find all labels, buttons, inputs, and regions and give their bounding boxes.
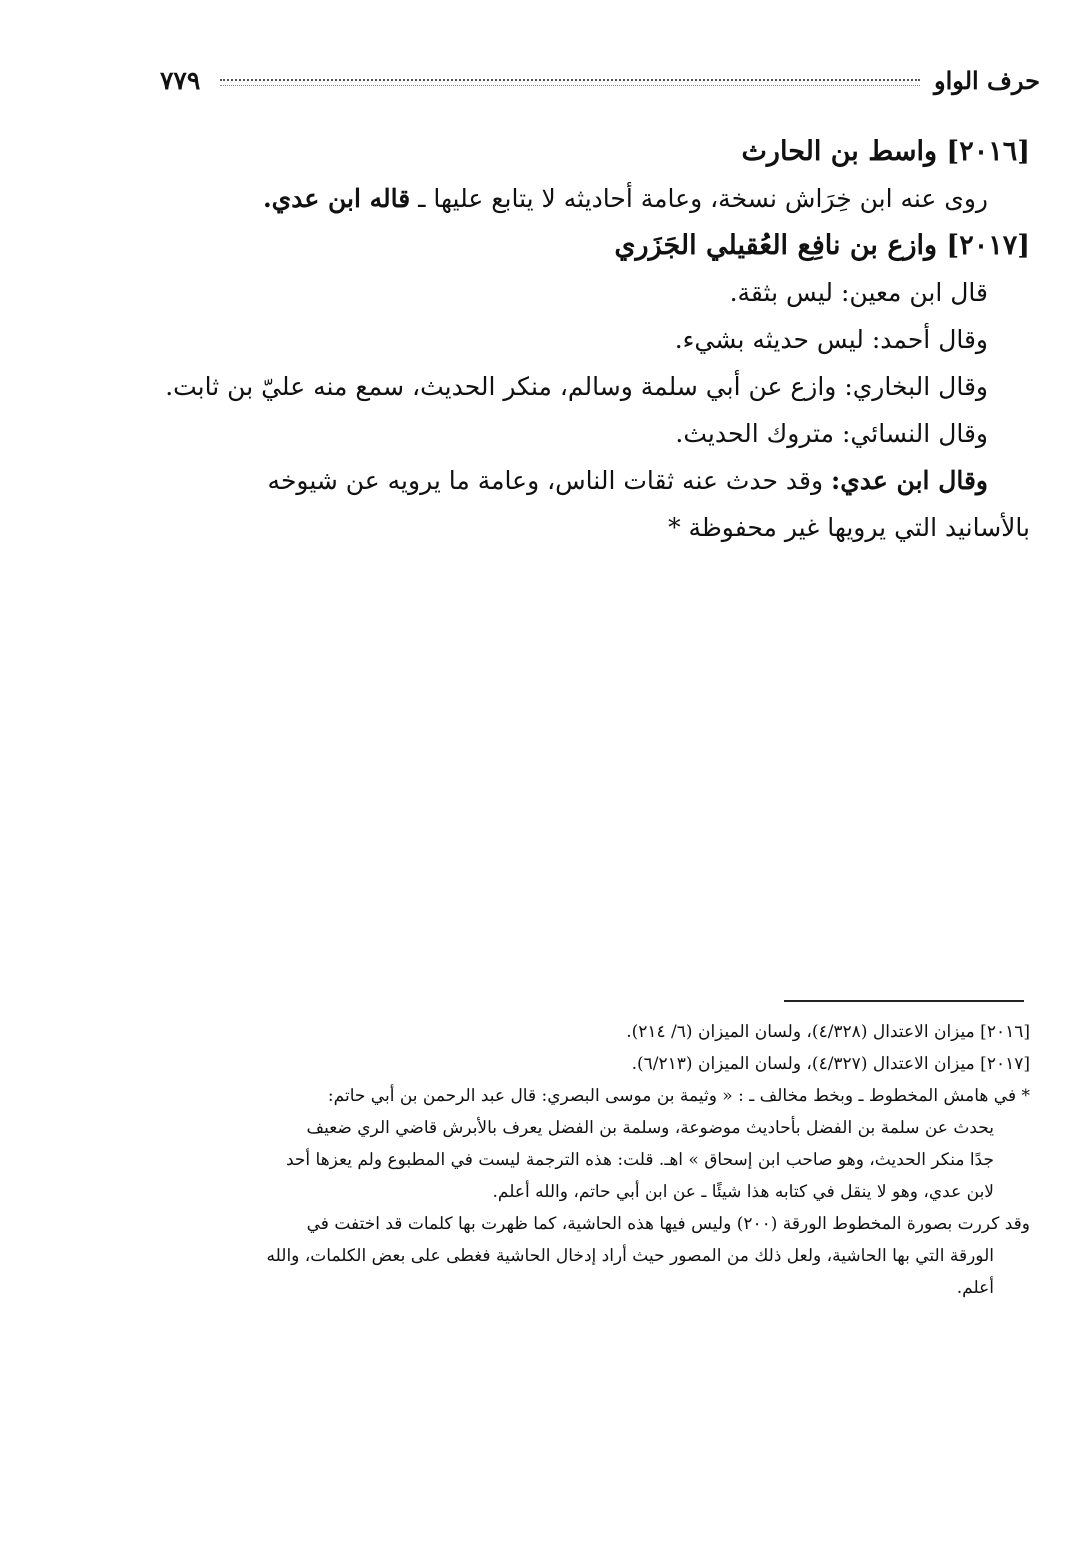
chapter-title: حرف الواو bbox=[934, 65, 1040, 95]
footnote-line: الورقة التي بها الحاشية، ولعل ذلك من المصور حيث أراد إدخال الحاشية فغطى على بعض الكلمات، والله bbox=[266, 1246, 994, 1266]
footnotes bbox=[140, 1016, 1030, 1304]
footnote-line: [٢٠١٦] ميزان الاعتدال (٤/٣٢٨)، ولسان الميزان (٦/ ٢١٤). bbox=[626, 1022, 1030, 1042]
line-text: روى عنه ابن خِرَاش نسخة، وعامة أحاديثه لا يتابع عليها ـ bbox=[410, 184, 988, 213]
page-number: ٧٧٩ bbox=[160, 65, 201, 95]
entry-line: وقال النسائي: متروك الحديث. bbox=[675, 419, 988, 448]
line-bold-tail: قاله ابن عدي. bbox=[262, 184, 411, 213]
footnote-line: [٢٠١٧] ميزان الاعتدال (٤/٣٢٧)، ولسان الميزان (٦/٢١٣). bbox=[631, 1054, 1030, 1074]
entry-heading: [٢٠١٦] واسط بن الحارث bbox=[741, 136, 1030, 167]
footnote-line: لابن عدي، وهو لا ينقل في كتابه هذا شيئًا ـ عن ابن أبي حاتم، والله أعلم. bbox=[492, 1182, 994, 1202]
footnote-line: يحدث عن سلمة بن الفضل بأحاديث موضوعة، وسلمة بن الفضل يعرف بالأبرش قاضي الري ضعيف bbox=[306, 1118, 994, 1138]
entry-line: قال ابن معين: ليس بثقة. bbox=[729, 278, 988, 307]
entry-line: وقال أحمد: ليس حديثه بشيء. bbox=[674, 325, 988, 354]
line-bold-head: وقال ابن عدي: bbox=[831, 466, 988, 495]
main-text bbox=[140, 128, 1030, 551]
footnote-line: جدًا منكر الحديث، وهو صاحب ابن إسحاق » اهـ. قلت: هذه الترجمة ليست في المطبوع ولم يعزها أحد bbox=[285, 1150, 994, 1170]
entry-line: وقال البخاري: وازع عن أبي سلمة وسالم، منكر الحديث، سمع منه عليّ بن ثابت. bbox=[165, 372, 988, 401]
footnote-line: أعلم. bbox=[956, 1278, 994, 1298]
footnote-line: وقد كررت بصورة المخطوط الورقة (٢٠٠) وليس فيها هذه الحاشية، كما ظهرت بها كلمات قد اختفت في bbox=[306, 1214, 1030, 1234]
line-text: وقد حدث عنه ثقات الناس، وعامة ما يرويه عن شيوخه bbox=[267, 466, 832, 495]
entry-line: بالأسانيد التي يرويها غير محفوظة * bbox=[668, 513, 1030, 542]
entry-line bbox=[140, 457, 1030, 504]
entry-line bbox=[140, 175, 1030, 222]
entry-heading: [٢٠١٧] وازع بن نافِع العُقيلي الجَزَري bbox=[614, 230, 1030, 261]
header-dotted-rule bbox=[220, 79, 920, 86]
running-header bbox=[160, 60, 1040, 100]
footnote-line: * في هامش المخطوط ـ وبخط مخالف ـ : « وثيمة بن موسى البصري: قال عبد الرحمن بن أبي حاتم: bbox=[327, 1086, 1030, 1106]
footnote-separator bbox=[784, 1000, 1024, 1002]
